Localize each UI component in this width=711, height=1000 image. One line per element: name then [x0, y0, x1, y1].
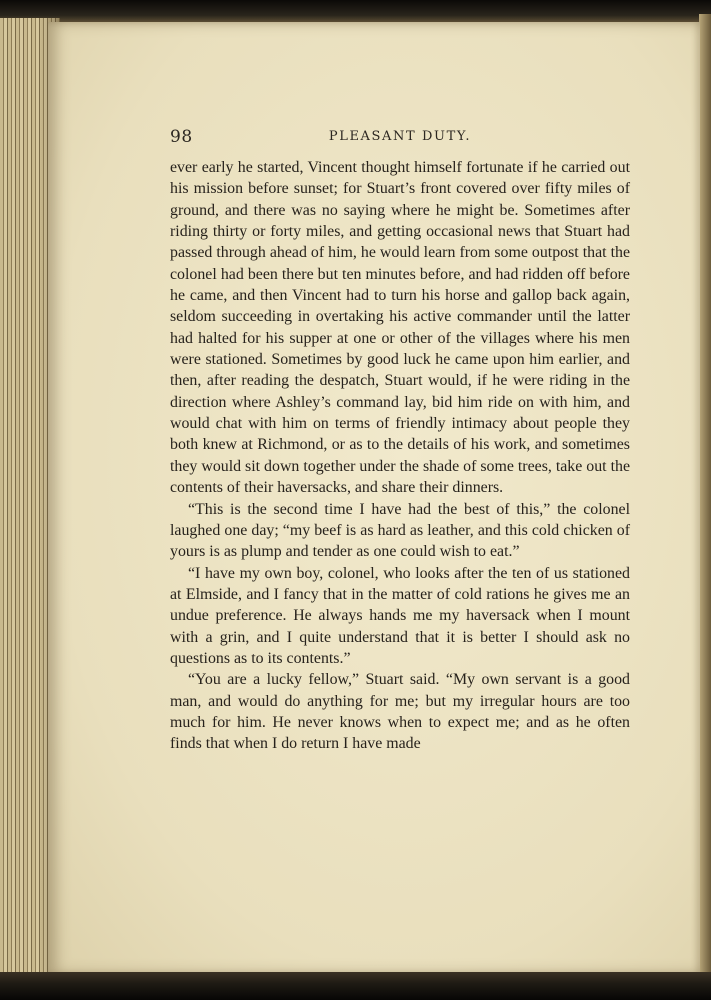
paragraph: “You are a lucky fellow,” Stuart said. “My own servant is a good man, and would do anything for me; but my irregular hours are too much for him. He never knows when to expect me; and as he often finds that when I do return I have made [170, 671, 630, 753]
right-page-edge [699, 14, 711, 986]
running-title: PLEASANT DUTY. [328, 129, 472, 144]
body-text [170, 157, 630, 755]
paragraph: ever early he started, Vincent thought himself fortunate if he carried out his mission before sunset; for Stuart’s front covered over fifty miles of ground, and there was no saying where he might be. Sometimes after riding thirty or forty miles, and getting occasional news that Stuart had passed through ahead of him, he would learn from some outpost that the colonel had been there but ten minutes before, and had ridden off before he came, and then Vincent had to turn his horse and gallop back again, seldom succeeding in overtaking his active commander until the latter had halted for his supper at one or other of the villages where his men were stationed. Sometimes by good luck he came upon him earlier, and then, after reading the despatch, Stuart would, if he were riding in the direction where Ashley’s command lay, bid him ride on with him, and would chat with him on terms of friendly intimacy about people they both knew at Richmond, or as to the details of his work, and sometimes they would sit down together under the shade of some trees, take out the contents of their haversacks, and share their dinners. [170, 159, 630, 497]
scan-top-shadow [0, 0, 711, 22]
scan-bottom-shadow [0, 972, 711, 1000]
paragraph: “I have my own boy, colonel, who looks after the ten of us stationed at Elmside, and I fancy that in the matter of cold rations he gives me an undue preference. He always hands me my haversack when I mount with a grin, and I quite understand that it is better I should ask no questions as to its contents.” [170, 564, 630, 667]
paragraph: “This is the second time I have had the best of this,” the colonel laughed one day; “my beef is as hard as leather, and this cold chicken of yours is as plump and tender as one could wish to eat.” [170, 500, 630, 561]
page-number: 98 [170, 127, 193, 147]
page-header [170, 127, 630, 151]
